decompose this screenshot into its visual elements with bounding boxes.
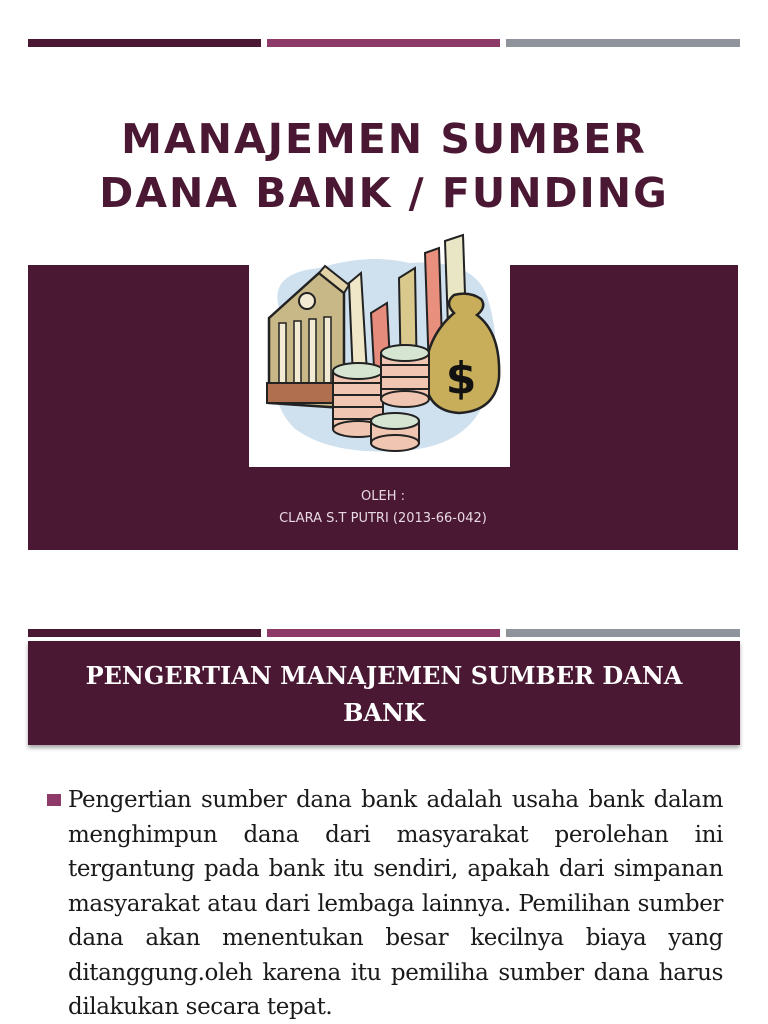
author-label: OLEH : [361,489,405,504]
section-heading [28,657,740,731]
accent-bar-dark [28,629,261,637]
svg-text:$: $ [445,353,477,404]
slide-title-line1: MANAJEMEN SUMBER [121,115,647,163]
content-slide [0,590,768,1024]
author-block [28,486,738,530]
section-heading-line2: BANK [343,698,425,727]
accent-bars [28,39,740,47]
section-heading-line1: PENGERTIAN MANAJEMEN SUMBER DANA [85,661,683,690]
heading-banner [28,641,740,745]
bullet-text: Pengertian sumber dana bank adalah usaha bank dalam menghimpun dana dari masyarakat perolehan ini tergantung pada bank itu sendiri, apakah dari simpanan masyarakat atau dari lembaga lainnya. Pemilihan sumber dana akan menentukan besar kecilnya biaya yang ditanggung.oleh karena itu pemiliha sumber dana harus dilakukan secara tepat. [68,787,723,1020]
bank-finance-clipart-icon [249,233,510,467]
slide-title-line2: DANA BANK / FUNDING [99,169,669,217]
author-name: CLARA S.T PUTRI (2013-66-042) [279,511,487,526]
accent-bar-gray [506,39,740,47]
accent-bars [28,629,740,637]
accent-bar-gray [506,629,740,637]
square-bullet-icon [47,794,61,806]
accent-bar-dark [28,39,261,47]
accent-bar-plum [267,629,500,637]
accent-bar-plum [267,39,500,47]
slide-title [0,112,768,220]
